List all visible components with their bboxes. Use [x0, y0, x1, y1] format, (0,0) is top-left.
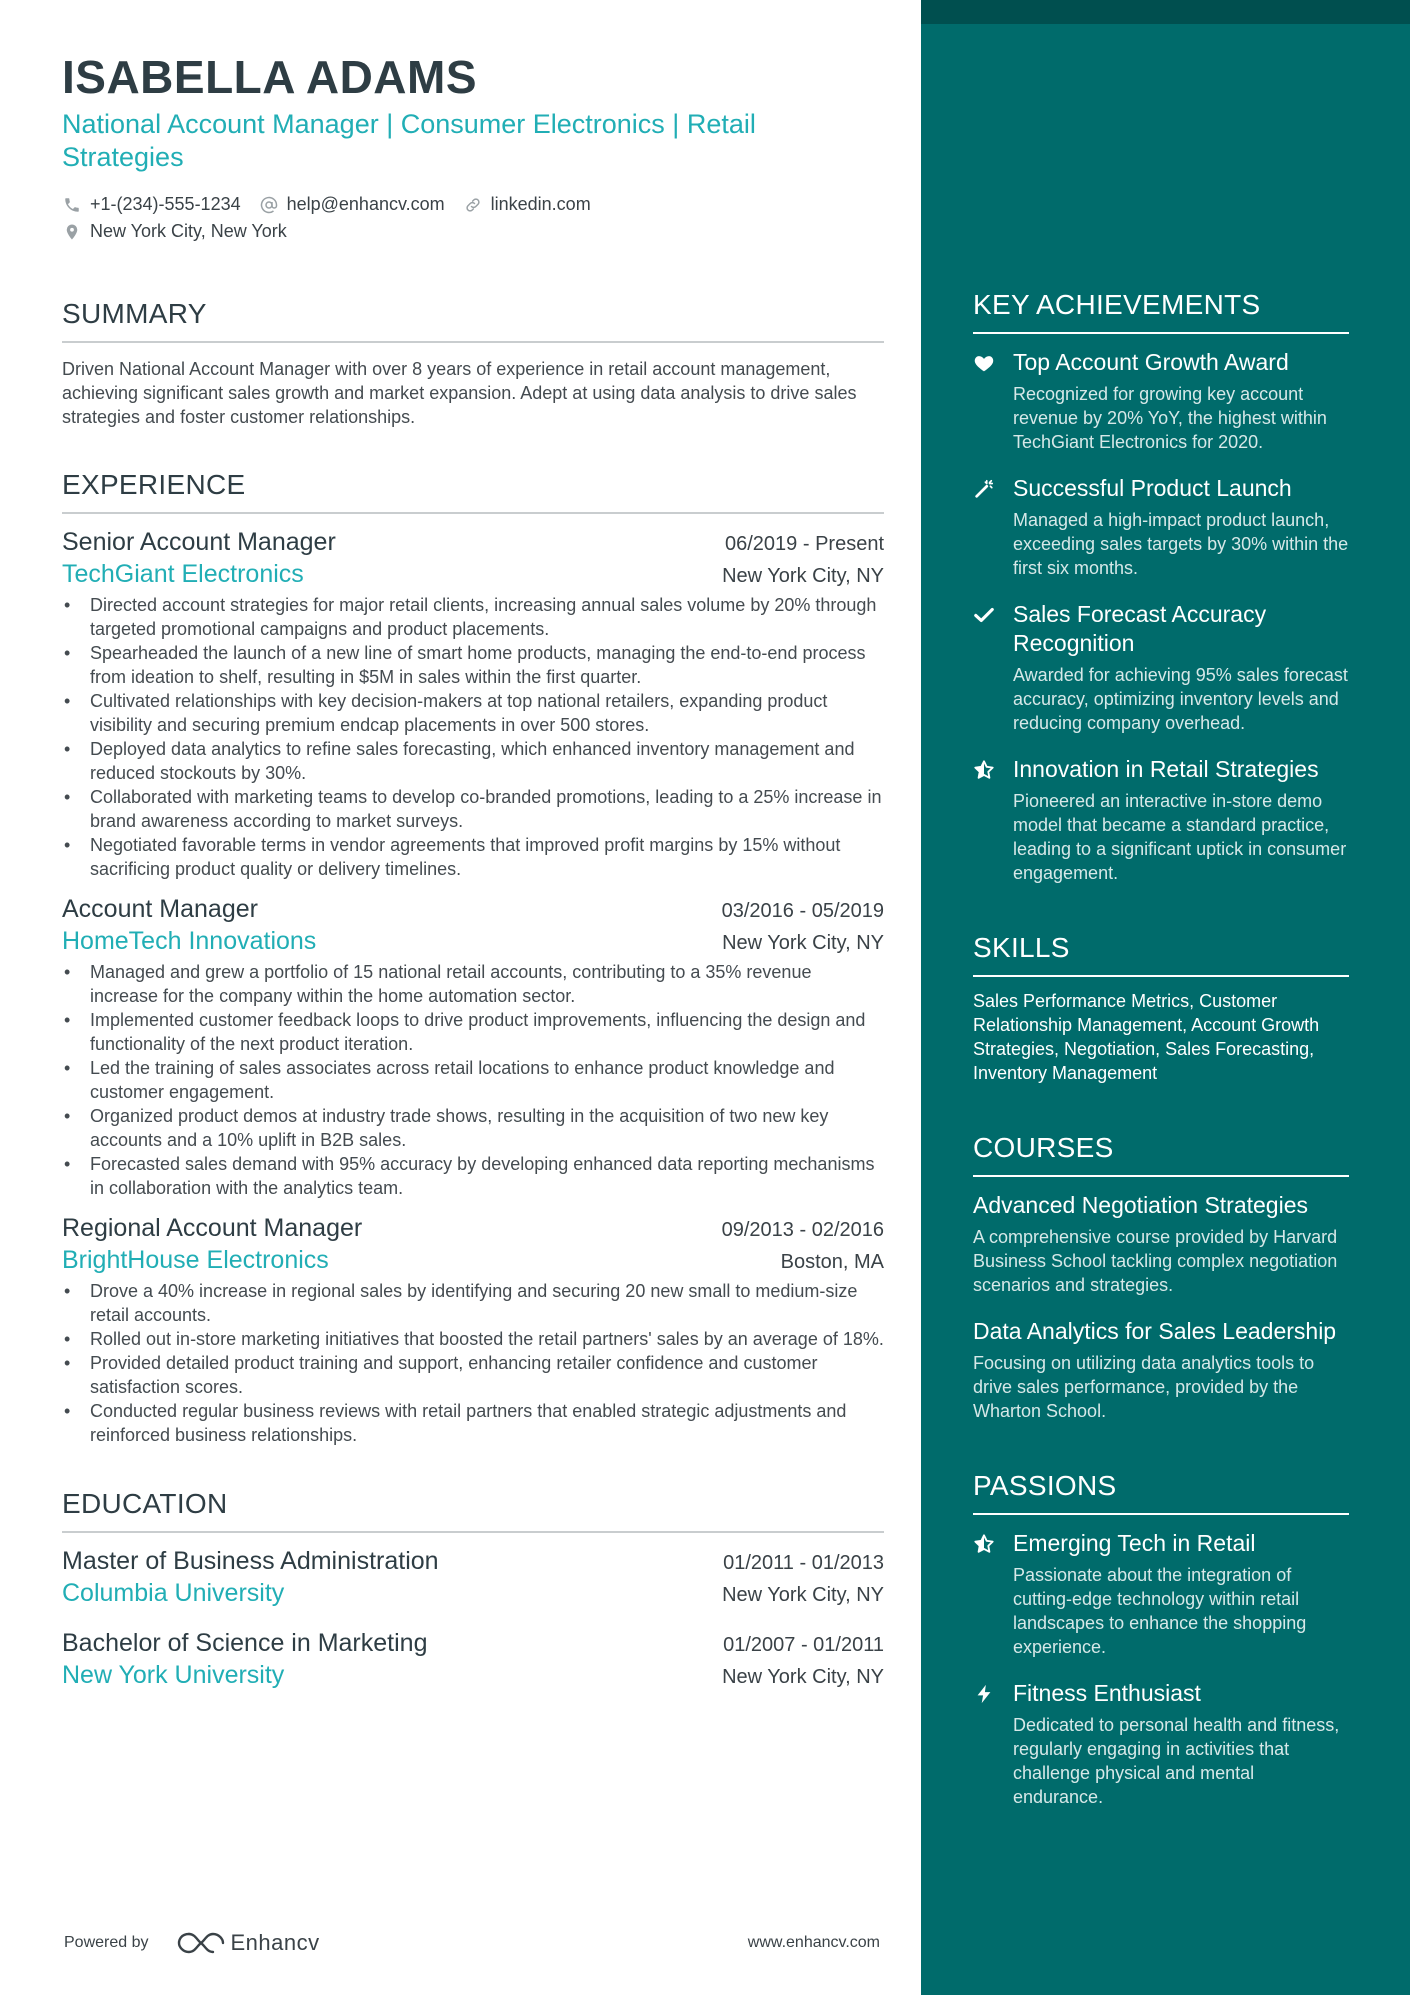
course-title: Advanced Negotiation Strategies: [973, 1192, 1308, 1218]
footer: [64, 1930, 880, 1956]
checkmark-icon: [973, 600, 1013, 735]
education-entry: [62, 1545, 884, 1609]
contact-row-2: [62, 218, 884, 245]
passion-item: [973, 1679, 1349, 1809]
lightning-bolt-icon: [973, 1679, 1013, 1809]
magic-wand-icon: [973, 474, 1013, 580]
contact-phone[interactable]: [62, 191, 241, 218]
job-bullets: [62, 1279, 884, 1447]
achievement-item: [973, 474, 1349, 580]
linkedin-text: linkedin.com: [490, 194, 591, 214]
passion-title: Fitness Enthusiast: [1013, 1680, 1201, 1706]
skills-list: Sales Performance Metrics, Customer Relationship Management, Account Growth Strategies, Negotiation, Sales Forecasting, Inventory Management: [973, 991, 1320, 1083]
job-title: Senior Account Manager: [62, 528, 336, 556]
course-item: [973, 1317, 1349, 1423]
contact-info: [62, 191, 884, 245]
achievement-title: Successful Product Launch: [1013, 475, 1292, 501]
powered-by-label: Powered by: [64, 1934, 149, 1951]
course-title: Data Analytics for Sales Leadership: [973, 1318, 1337, 1344]
achievement-title: Sales Forecast Accuracy Recognition: [1013, 601, 1267, 656]
passion-description: Dedicated to personal health and fitness, regularly engaging in activities that challenge physical and mental endurance.: [1013, 1715, 1340, 1807]
job-bullet: • Managed and grew a portfolio of 15 national retail accounts, contributing to a 35% revenue increase for the company within the home automation sector.: [62, 960, 884, 1008]
summary-section: [62, 297, 884, 429]
contact-row-1: [62, 191, 884, 218]
school-name: Columbia University: [62, 1579, 285, 1607]
job-location: New York City, NY: [722, 565, 884, 587]
at-sign-icon: [259, 195, 279, 215]
experience-heading: EXPERIENCE: [62, 468, 884, 514]
education-heading: EDUCATION: [62, 1487, 884, 1533]
job-dates: 09/2013 - 02/2016: [721, 1219, 884, 1241]
job-bullet: • Provided detailed product training and support, enhancing retailer confidence and customer satisfaction scores.: [62, 1351, 884, 1399]
passions-heading: PASSIONS: [973, 1469, 1349, 1515]
job-bullets: [62, 960, 884, 1200]
course-description: Focusing on utilizing data analytics tools to drive sales performance, provided by the Wharton School.: [973, 1353, 1315, 1421]
degree-title: Master of Business Administration: [62, 1547, 439, 1575]
job-bullet: • Led the training of sales associates across retail locations to enhance product knowledge and customer engagement.: [62, 1056, 884, 1104]
star-half-icon: [973, 755, 1013, 885]
skills-heading: SKILLS: [973, 931, 1349, 977]
link-icon: [463, 195, 483, 215]
job-bullet: • Deployed data analytics to refine sales forecasting, which enhanced inventory management and reduced stockouts by 30%.: [62, 737, 884, 785]
footer-url[interactable]: www.enhancv.com: [747, 1934, 880, 1951]
main-column: [62, 48, 884, 1691]
job-location: New York City, NY: [722, 932, 884, 954]
job-dates: 06/2019 - Present: [725, 533, 884, 555]
job-title: Regional Account Manager: [62, 1214, 363, 1242]
passion-description: Passionate about the integration of cutting-edge technology within retail landscapes to enhance the shopping experience.: [1013, 1565, 1307, 1657]
job-bullet: • Directed account strategies for major retail clients, increasing annual sales volume by 20% through targeted promotional campaigns and product placements.: [62, 593, 884, 641]
courses-section: [973, 1131, 1349, 1423]
job-bullets: [62, 593, 884, 881]
job-bullet: • Rolled out in-store marketing initiatives that boosted the retail partners' sales by an average of 18%.: [62, 1327, 884, 1351]
sidebar-top-bar: [921, 0, 1410, 24]
job-location: Boston, MA: [780, 1251, 884, 1273]
job-bullet: • Forecasted sales demand with 95% accuracy by developing enhanced data reporting mechanisms in collaboration with the analytics team.: [62, 1152, 884, 1200]
passion-title: Emerging Tech in Retail: [1013, 1530, 1256, 1556]
contact-email[interactable]: [259, 191, 445, 218]
location-text: New York City, New York: [90, 221, 287, 241]
experience-section: [62, 468, 884, 1447]
achievements-section: [973, 288, 1349, 885]
achievement-description: Awarded for achieving 95% sales forecast accuracy, optimizing inventory levels and reducing company overhead.: [1013, 665, 1348, 733]
star-half-icon: [973, 1529, 1013, 1659]
school-location: New York City, NY: [722, 1584, 884, 1606]
job-bullet: • Cultivated relationships with key decision-makers at top national retailers, expanding product visibility and securing premium endcap placements in over 500 stores.: [62, 689, 884, 737]
job-bullet: • Organized product demos at industry trade shows, resulting in the acquisition of two new key accounts and a 10% uplift in B2B sales.: [62, 1104, 884, 1152]
achievement-item: [973, 755, 1349, 885]
enhancv-logo-text: Enhancv: [230, 1930, 320, 1955]
job-title: Account Manager: [62, 895, 258, 923]
enhancv-logo[interactable]: [177, 1930, 320, 1956]
heart-icon: [973, 348, 1013, 454]
job-bullet: • Spearheaded the launch of a new line of smart home products, managing the end-to-end process from ideation to shelf, resulting in $5M in sales within the first quarter.: [62, 641, 884, 689]
email-text: help@enhancv.com: [286, 194, 445, 214]
powered-by: [64, 1930, 320, 1956]
job-entry: [62, 1212, 884, 1447]
sidebar-column: [973, 288, 1349, 1809]
course-item: [973, 1191, 1349, 1297]
job-entry: [62, 526, 884, 881]
passion-item: [973, 1529, 1349, 1659]
candidate-headline: National Account Manager | Consumer Electronics | Retail Strategies: [62, 109, 756, 172]
education-dates: 01/2011 - 01/2013: [723, 1552, 884, 1574]
location-pin-icon: [62, 222, 82, 242]
job-bullet: • Conducted regular business reviews with retail partners that enabled strategic adjustments and reinforced business relationships.: [62, 1399, 884, 1447]
education-dates: 01/2007 - 01/2011: [723, 1634, 884, 1656]
achievement-title: Top Account Growth Award: [1013, 349, 1289, 375]
candidate-name: ISABELLA ADAMS: [62, 51, 478, 103]
job-bullet: • Negotiated favorable terms in vendor agreements that improved profit margins by 15% without sacrificing product quality or delivery timelines.: [62, 833, 884, 881]
achievement-title: Innovation in Retail Strategies: [1013, 756, 1319, 782]
education-entry: [62, 1627, 884, 1691]
achievement-item: [973, 348, 1349, 454]
job-dates: 03/2016 - 05/2019: [721, 900, 884, 922]
degree-title: Bachelor of Science in Marketing: [62, 1629, 428, 1657]
phone-text: +1-(234)-555-1234: [90, 194, 241, 214]
courses-heading: COURSES: [973, 1131, 1349, 1177]
education-section: [62, 1487, 884, 1691]
achievement-item: [973, 600, 1349, 735]
contact-location: [62, 218, 287, 245]
enhancv-logo-icon: [177, 1930, 225, 1956]
summary-heading: SUMMARY: [62, 297, 884, 343]
job-bullet: • Implemented customer feedback loops to drive product improvements, influencing the design and functionality of the next product iteration.: [62, 1008, 884, 1056]
job-company: BrightHouse Electronics: [62, 1246, 329, 1274]
summary-text: Driven National Account Manager with over 8 years of experience in retail account management, achieving significant sales growth and market expansion. Adept at using data analysis to drive sales strategies and foster customer relationships.: [62, 359, 857, 427]
skills-section: [973, 931, 1349, 1085]
achievement-description: Pioneered an interactive in-store demo model that became a standard practice, leading to a significant uptick in consumer engagement.: [1013, 791, 1347, 883]
job-company: TechGiant Electronics: [62, 560, 304, 588]
contact-linkedin[interactable]: [463, 191, 591, 218]
job-company: HomeTech Innovations: [62, 927, 317, 955]
achievements-heading: KEY ACHIEVEMENTS: [973, 288, 1349, 334]
school-name: New York University: [62, 1661, 285, 1689]
school-location: New York City, NY: [722, 1666, 884, 1688]
achievement-description: Managed a high-impact product launch, exceeding sales targets by 30% within the first six months.: [1013, 510, 1349, 578]
course-description: A comprehensive course provided by Harvard Business School tackling complex negotiation scenarios and strategies.: [973, 1227, 1338, 1295]
job-bullet: • Drove a 40% increase in regional sales by identifying and securing 20 new small to medium-size retail accounts.: [62, 1279, 884, 1327]
achievement-description: Recognized for growing key account revenue by 20% YoY, the highest within TechGiant Electronics for 2020.: [1013, 384, 1327, 452]
job-bullet: • Collaborated with marketing teams to develop co-branded promotions, leading to a 25% increase in brand awareness according to market surveys.: [62, 785, 884, 833]
passions-section: [973, 1469, 1349, 1809]
phone-icon: [62, 195, 82, 215]
job-entry: [62, 893, 884, 1200]
